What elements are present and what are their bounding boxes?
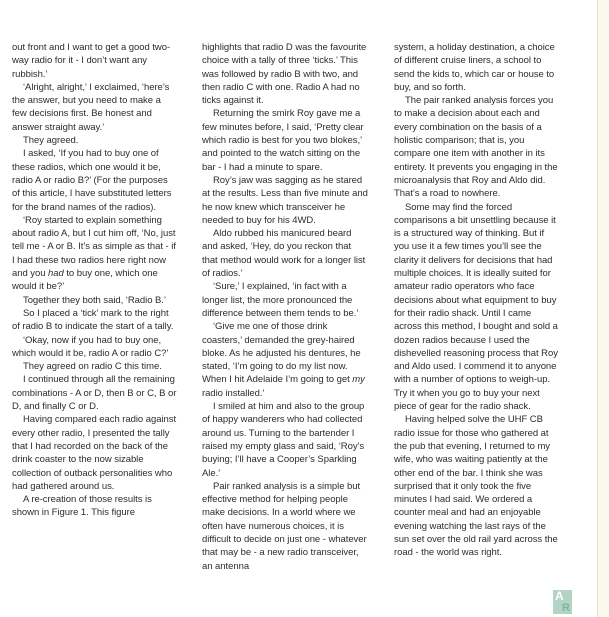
paragraph: Having helped solve the UHF CB radio issue for those who gathered at the pub that evening, I returned to my wife, who was waiting patiently at the other end of the bar. I think she was surprised that it only took the five minutes I had said. We ordered a counter meal and had an enjoyable evening watching the last rays of the sun set over the old rail yard across the road - the world was right. (394, 414, 558, 559)
paragraph: Roy’s jaw was sagging as he stared at the results. Less than five minute and he now knew which transceiver he needed to buy for his 4WD. (202, 174, 368, 226)
paragraph: system, a holiday destination, a choice of different cruise liners, a school to send the kids to, which car or house to buy, and so forth. (394, 42, 555, 93)
article-column-3 (394, 41, 558, 617)
paragraph: They agreed on radio C this time. (23, 361, 162, 373)
paragraph: Aldo rubbed his manicured beard and asked, ‘Hey, do you reckon that that method would work for a longer list of radios.’ (202, 228, 366, 280)
paragraph: Returning the smirk Roy gave me a few minutes before, I said, ‘Pretty clear which radio is best for you two blokes,’ and pointed to the watch sitting on the bar - I had a minute to spare. (202, 108, 364, 173)
paragraph: The pair ranked analysis forces you to make a decision about each and every combination on the basis of a holistic comparison; that is, you compare one item with another in its entirety. It prevents you engaging in the microanalysis that Roy and Aldo did. That’s a road to nowhere. (394, 95, 558, 200)
paragraph: Pair ranked analysis is a simple but effective method for helping people make decisions. In a world where we often have numerous choices, it is difficult to decide on just one - whatever that may be - a new radio transceiver, an antenna (202, 480, 367, 572)
paragraph: I continued through all the remaining combinations - A or D, then B or C, B or D, and finally C or D. (12, 374, 177, 413)
article-column-1 (12, 41, 178, 617)
paragraph: So I placed a ‘tick’ mark to the right of radio B to indicate the start of a tally. (12, 307, 174, 333)
paragraph: ‘Okay, now if you had to buy one, which would it be, radio A or radio C?’ (12, 334, 169, 359)
page-edge-strip (597, 0, 609, 617)
paragraph: Having compared each radio against every other radio, I presented the tally that I had recorded on the back of the drink coaster to the now sizable collection of outback personalities who had gathered around us. (12, 414, 177, 492)
paragraph: ‘Alright, alright,’ I exclaimed, ‘here’s the answer, but you need to make a few decisions first. Be honest and answer straight away.’ (12, 81, 170, 133)
paragraph: ‘Give me one of those drink coasters,’ demanded the grey-haired bloke. As he adjusted his dentures, he stated, ‘I’m going to do my list now. When I hit Adelaide I’m going to get my radio installed.’ (202, 321, 365, 399)
paragraph: They agreed. (23, 135, 79, 147)
paragraph: out front and I want to get a good two-way radio for it - I don’t want any rubbish.’ (12, 42, 171, 80)
paragraph: A re-creation of those results is shown in Figure 1. This figure (12, 494, 152, 519)
paragraph: Some may find the forced comparisons a bit unsettling because it is a structured way of thinking. But if you use it a few times you’ll see the clarity it delivers for decisions that had multiple choices. It is ideally suited for amateur radio operators who face decisions about what equipment to buy for their radio shack. Until I came across this method, I bought and sold a dozen radios because I used the dishevelled reasoning process that Roy and Aldo used. I commend it to anyone with a number of options to weigh-up. Try it when you go to buy your next piece of gear for the radio shack. (394, 201, 558, 413)
ar-icon-letter-a: A (555, 589, 564, 603)
paragraph: Together they both said, ‘Radio B.’ (23, 294, 166, 306)
paragraph: ‘Sure,’ I explained, ‘in fact with a longer list, the more pronounced the difference between them tends to be.’ (202, 281, 359, 319)
paragraph: ‘Roy started to explain something about radio A, but I cut him off, ‘No, just tell me - A or B. It’s as simple as that - if I had these two radios here right now and you had to buy one, which one would it be?’ (12, 214, 176, 293)
paragraph: highlights that radio D was the favourite choice with a tally of three ‘ticks.’ This was followed by radio B with two, and then radio C with one. Radio A had no ticks against it. (202, 42, 367, 107)
ar-end-of-article-icon (553, 590, 572, 614)
ar-icon-letter-r: R (562, 602, 570, 614)
article-column-2 (202, 41, 368, 617)
paragraph: I asked, ‘If you had to buy one of these radios, which one would it be, radio A or radio B?’ (For the purposes of this article, I have substituted letters for the brand names of the radios). (12, 148, 172, 213)
paragraph: I smiled at him and also to the group of happy wanderers who had collected around us. Turning to the bartender I raised my empty glass and said, ‘Roy’s buying; I’ll have a Cooper’s Sparkling Ale.’ (202, 401, 365, 479)
